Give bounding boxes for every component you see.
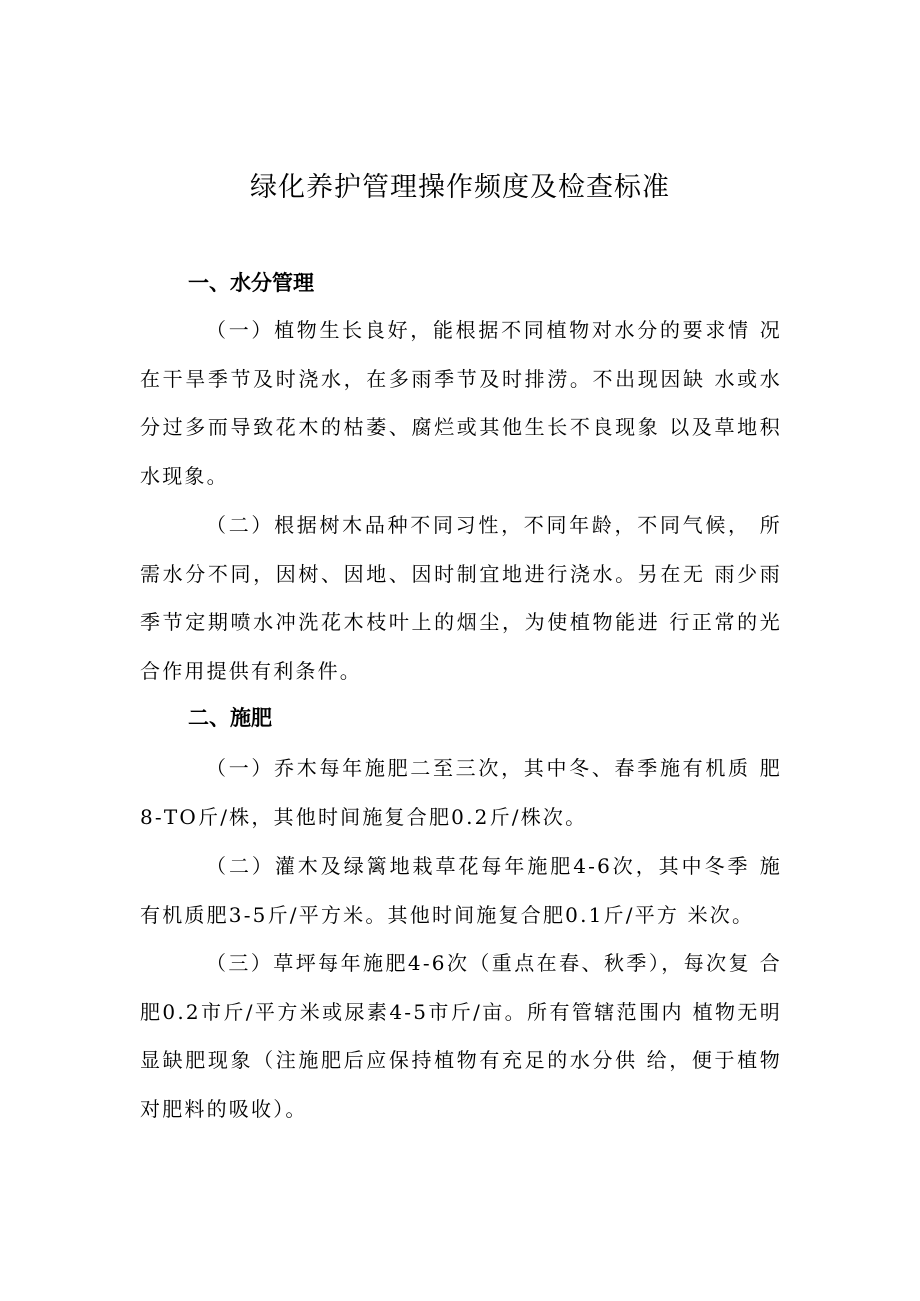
document-title: 绿化养护管理操作频度及检查标准	[250, 172, 670, 203]
paragraph-fertilization-3: （三）草坪每年施肥4-6次（重点在春、秋季），每次复 合肥0.2市斤/平方米或尿素4-5市斤/亩。所有管辖范围内 植物无明显缺肥现象（注施肥后应保持植物有充足的水分供 给，便于植物对肥料的吸收）。	[140, 951, 782, 1121]
section-heading-water-management: 一、水分管理	[188, 271, 314, 295]
section-heading-fertilization: 二、施肥	[188, 706, 272, 730]
paragraph-water-2: （二）根据树木品种不同习性，不同年龄，不同气候， 所需水分不同，因树、因地、因时制宜地进行浇水。另在无 雨少雨季节定期喷水冲洗花木枝叶上的烟尘，为使植物能进 行正常的光合作用提供有利条件。	[140, 513, 782, 683]
paragraph-fertilization-2: （二）灌木及绿篱地栽草花每年施肥4-6次，其中冬季 施有机质肥3-5斤/平方米。其他时间施复合肥0.1斤/平方 米次。	[140, 854, 782, 927]
paragraph-fertilization-1: （一）乔木每年施肥二至三次，其中冬、春季施有机质 肥8-TO斤/株，其他时间施复合肥0.2斤/株次。	[140, 756, 782, 829]
paragraph-water-1: （一）植物生长良好，能根据不同植物对水分的要求情 况在干旱季节及时浇水，在多雨季节及时排涝。不出现因缺 水或水分过多而导致花木的枯萎、腐烂或其他生长不良现象 以及草地积水现象。	[140, 318, 782, 488]
